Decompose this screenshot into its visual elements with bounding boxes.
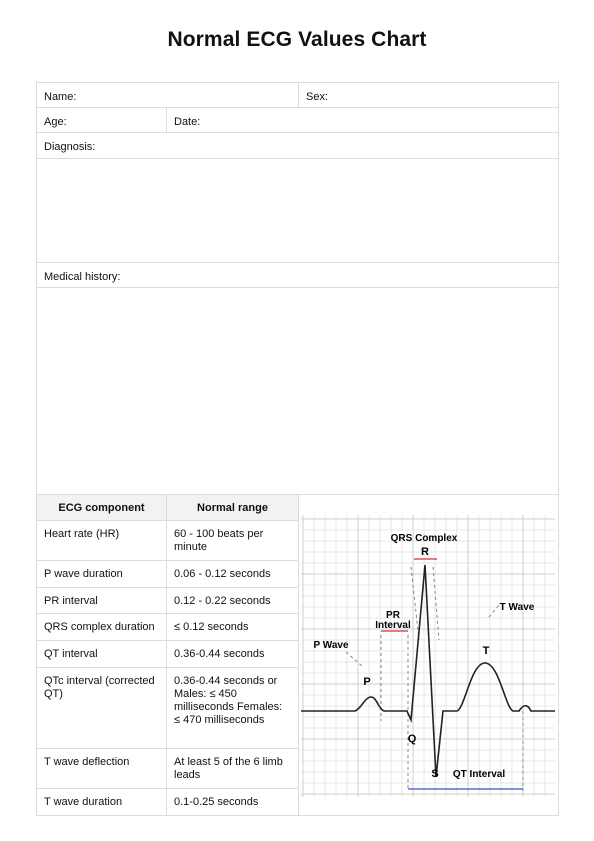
p-wave-label: P Wave <box>313 640 349 651</box>
table-row-range: 0.12 - 0.22 seconds <box>166 587 299 614</box>
sex-label: Sex: <box>306 91 329 103</box>
table-row-range: ≤ 0.12 seconds <box>166 613 299 641</box>
table-row-component: PR interval <box>36 587 167 614</box>
table-row-component: T wave deflection <box>36 748 167 789</box>
table-row-range: 0.1-0.25 seconds <box>166 788 299 816</box>
pr-interval-label-1: PR <box>386 610 400 621</box>
s-label: S <box>431 768 439 780</box>
age-label: Age: <box>44 116 67 128</box>
t-label: T <box>482 645 490 657</box>
table-row-component: QRS complex duration <box>36 613 167 641</box>
interval-markers <box>381 559 523 789</box>
table-row-component: QT interval <box>36 640 167 668</box>
r-label: R <box>421 546 429 558</box>
medical-history-label-cell <box>36 262 559 288</box>
name-label: Name: <box>44 91 77 103</box>
table-row-range: 0.36-0.44 seconds <box>166 640 299 668</box>
table-row-range: 0.06 - 0.12 seconds <box>166 560 299 588</box>
p-label: P <box>363 676 371 688</box>
medical-history-field[interactable] <box>36 287 559 495</box>
table-row-component: T wave duration <box>36 788 167 816</box>
date-label: Date: <box>174 116 201 128</box>
diagnosis-field[interactable] <box>36 158 559 263</box>
table-row-range: At least 5 of the 6 limb leads <box>166 748 299 789</box>
qrs-complex-label: QRS Complex <box>390 533 458 544</box>
table-row-range: 60 - 100 beats per minute <box>166 520 299 561</box>
medical-history-label: Medical history: <box>44 271 121 283</box>
ecg-waveform-diagram <box>301 515 555 797</box>
table-row-range: 0.36-0.44 seconds or Males: ≤ 450 milliseconds Females: ≤ 470 milliseconds <box>166 667 299 749</box>
qt-interval-label: QT Interval <box>452 769 506 780</box>
page-title: Normal ECG Values Chart <box>167 28 427 51</box>
name-field[interactable] <box>36 82 299 108</box>
sex-field[interactable] <box>298 82 559 108</box>
ecg-trace <box>301 565 555 777</box>
diagnosis-label: Diagnosis: <box>44 141 96 153</box>
diagnosis-label-cell <box>36 132 559 159</box>
t-wave-label: T Wave <box>499 602 535 613</box>
pr-interval-label-2: Interval <box>375 620 411 631</box>
age-field[interactable] <box>36 107 167 133</box>
date-field[interactable] <box>166 107 559 133</box>
q-label: Q <box>407 733 417 745</box>
header-normal-range: Normal range <box>166 494 299 521</box>
table-row-component: P wave duration <box>36 560 167 588</box>
table-row-component: Heart rate (HR) <box>36 520 167 561</box>
header-ecg-component: ECG component <box>36 494 167 521</box>
table-row-component: QTc interval (corrected QT) <box>36 667 167 749</box>
